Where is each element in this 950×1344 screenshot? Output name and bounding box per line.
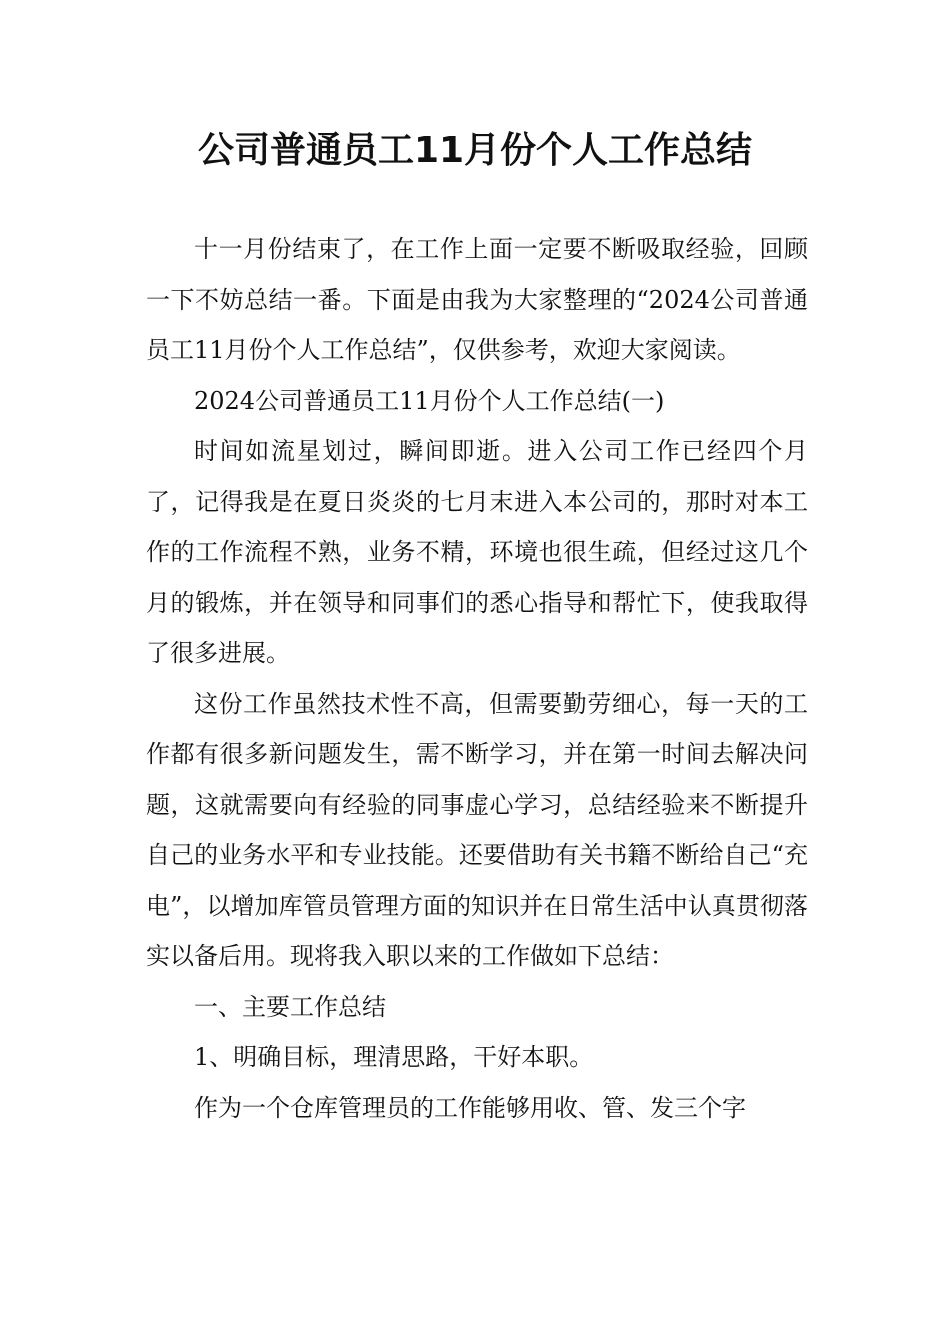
document-body <box>146 224 808 1133</box>
paragraph-section-heading: 2024公司普通员工11月份个人工作总结(一) <box>194 386 665 415</box>
document-title: 公司普通员工11月份个人工作总结 <box>197 130 753 171</box>
paragraph-main-summary-heading: 一、主要工作总结 <box>194 992 386 1021</box>
paragraph-intro: 十一月份结束了，在工作上面一定要不断吸取经验，回顾一下不妨总结一番。下面是由我为大家整理的“2024公司普通员工11月份个人工作总结”，仅供参考，欢迎大家阅读。 <box>146 235 808 364</box>
paragraph-goal: 1、明确目标，理清思路，干好本职。 <box>194 1043 594 1071</box>
paragraph-work-nature: 这份工作虽然技术性不高，但需要勤劳细心，每一天的工作都有很多新问题发生，需不断学习，并在第一时间去解决问题，这就需要向有经验的同事虚心学习，总结经验来不断提升自己的业务水平和专业技能。还要借助有关书籍不断给自己“充电”，以增加库管员管理方面的知识并在日常生活中认真贯彻落实以备后用。现将我入职以来的工作做如下总结： <box>146 689 808 970</box>
paragraph-time: 时间如流星划过，瞬间即逝。进入公司工作已经四个月了，记得我是在夏日炎炎的七月末进入本公司的，那时对本工作的工作流程不熟，业务不精，环境也很生疏，但经过这几个月的锻炼，并在领导和同事们的悉心指导和帮忙下，使我取得了很多进展。 <box>146 437 808 667</box>
paragraph-warehouse: 作为一个仓库管理员的工作能够用收、管、发三个字 <box>194 1093 746 1122</box>
